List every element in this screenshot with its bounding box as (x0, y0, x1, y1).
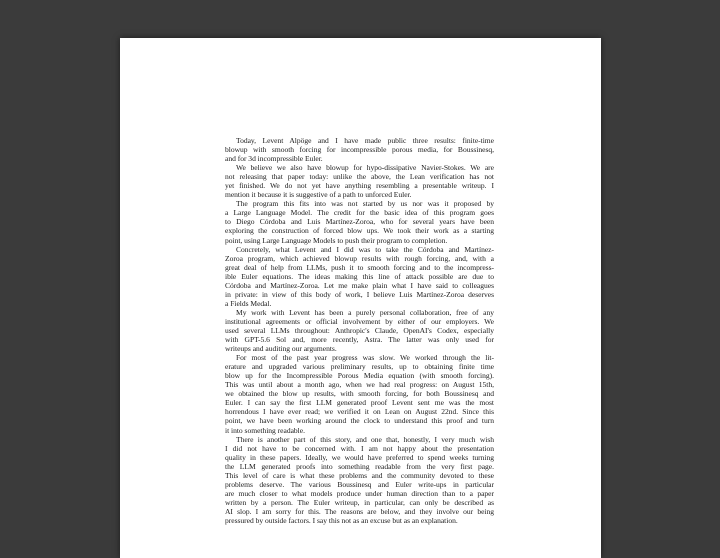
text-line: not releasing that paper today: unlike the above, the Lean verification has not (225, 172, 494, 182)
text-line: a Fields Medal. (225, 298, 272, 308)
text-line: and for 3d incompressible Euler. (225, 154, 323, 164)
text-line: For most of the past year progress was slow. We worked through the lit- (236, 353, 494, 363)
document-page (120, 38, 601, 558)
text-line: we obtained the blow up results, with smooth forcing, for both Boussinesq and (225, 389, 494, 399)
paragraph (225, 308, 494, 353)
paragraph (225, 136, 494, 163)
text-line: yet finished. We do not yet have anything resembling a presentable writeup. I (225, 181, 494, 191)
text-line: the LLM generated proofs into something readable from the very first page. (225, 461, 494, 471)
text-line: Today, Levent Alpöge and I have made public three results: finite-time (236, 136, 494, 145)
paragraph (225, 163, 494, 199)
text-line: with GPT-5.6 Sol and, more recently, Astra. The latter was only used for (225, 335, 494, 345)
text-line: Euler. I can say the first LLM generated proof Levent sent me was the most (225, 398, 494, 408)
text-line: This was until about a month ago, when we had real progress: on August 15th, (225, 380, 494, 390)
text-line: The program this fits into was not started by us nor was it proposed by (236, 199, 494, 209)
text-line: are much closer to what models produce under human direction than to a paper (225, 488, 494, 498)
text-line: AI slop. I am sorry for this. The reasons are below, and they involve our being (225, 506, 494, 516)
text-line: ible Euler equations. The ideas making this line of attack possible are due to (225, 271, 494, 281)
text-line: exploring the construction of forced blow ups. We took their work as a starting (225, 226, 494, 236)
text-line: writeups and auditing our arguments. (225, 344, 337, 354)
text-line: in private: in view of this body of work, I believe Luis Martínez-Zoroa deserves (225, 289, 494, 299)
text-line: This level of care is what these problems and the community devoted to these (225, 470, 494, 480)
text-line: Concretely, what Levent and I did was to take the Córdoba and Martínez- (236, 244, 494, 254)
text-line: it into something readable. (225, 425, 305, 435)
text-line: a Large Language Model. The credit for the basic idea of this program goes (225, 208, 494, 218)
text-line: to Diego Córdoba and Luis Martínez-Zoroa, who for several years have been (225, 217, 494, 227)
text-line: Córdoba and Martínez-Zoroa. Let me make plain what I have said to colleagues (225, 280, 494, 290)
text-line: blow up for the Incompressible Porous Media equation (with smooth forcing). (225, 371, 494, 381)
text-line: There is another part of this story, and one that, honestly, I very much wish (236, 434, 494, 444)
body-text (225, 136, 494, 525)
text-line: problems deserve. The various Boussinesq and Euler write-ups in particular (225, 479, 494, 489)
text-line: point, using Large Language Models to push their program to completion. (225, 235, 448, 245)
text-line: My work with Levent has been a purely personal collaboration, free of any (236, 307, 494, 317)
paragraph (225, 245, 494, 308)
text-line: horrendous I have ever read; we verified it on Lean on August 22nd. Since this (225, 407, 494, 417)
text-line: point, we have been working around the clock to understand this proof and turn (225, 416, 494, 426)
text-line: mention it because it is suggestive of a path to unforced Euler. (225, 190, 412, 200)
text-line: blowup with smooth forcing for incompressible porous media, for Boussinesq, (225, 145, 494, 155)
paragraph (225, 199, 494, 244)
paragraph (225, 353, 494, 434)
text-line: pressured by outside factors. I say this not as an excuse but as an explanation. (225, 515, 458, 525)
text-line: erature and upgraded various preliminary results, up to obtaining finite time (225, 362, 494, 372)
paragraph (225, 435, 494, 525)
text-line: I did not have to be concerned with. I am not happy about the presentation (225, 443, 494, 453)
text-line: quality in these papers. Ideally, we would have preferred to spend weeks turning (225, 452, 494, 462)
text-line: institutional agreements or official involvement by either of our employers. We (225, 316, 494, 326)
text-line: used several LLMs throughout: Anthropic's Claude, OpenAI's Codex, especially (225, 325, 494, 335)
text-line: We believe we also have blowup for hypo-dissipative Navier-Stokes. We are (236, 163, 494, 173)
text-line: Zoroa program, which achieved blowup results with rough forcing, and, with a (225, 253, 494, 263)
text-line: great deal of help from LLMs, push it to smooth forcing and to the incompress- (225, 262, 494, 272)
text-line: written by a person. The Euler writeup, in particular, can only be described as (225, 497, 494, 507)
